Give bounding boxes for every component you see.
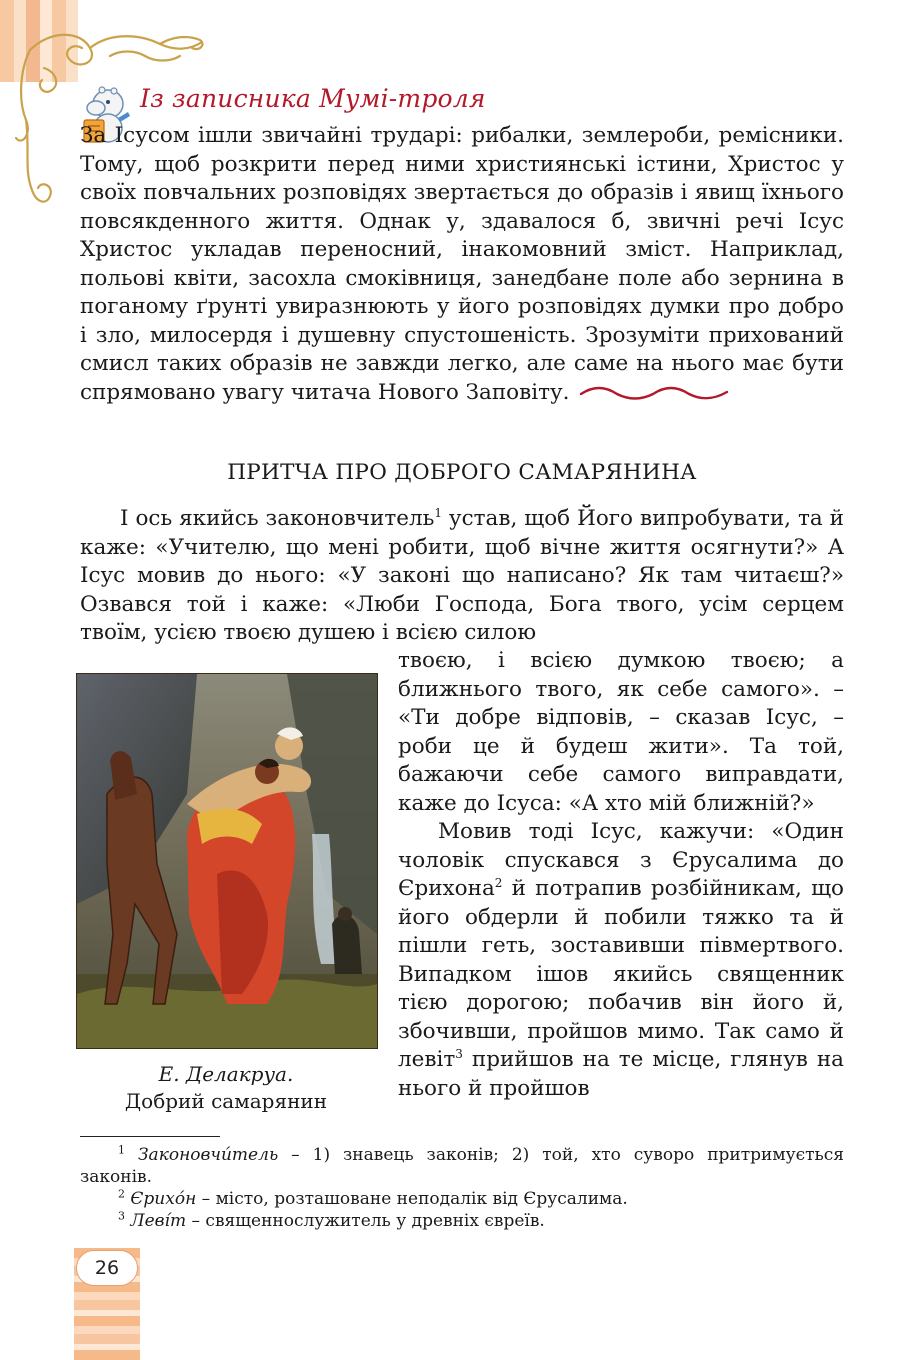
footnote-number: 1 bbox=[118, 1143, 125, 1157]
note-paragraph: За Ісусом ішли звичайні трударі: рибалки, землероби, ремісники. Тому, щоб розкрити перед ними християнські істини, Христос у своїх повчальних розповідях звертається до образів і явищ їхнього повсякденного життя. Однак у, здавалося б, звичні речі Ісус Христос укладав переносний, інакомовний зміст. Наприклад, польові квіти, засохла смоківниця, занедбане поле або зернина в поганому ґрунті увиразнюють у його розповідях думки про добро і зло, милосердя і душевну спустошеність. Зрозуміти прихований смисл таких образів не завжди легко, але саме на нього має бути спрямовано увагу читача Нового Заповіту. bbox=[80, 123, 844, 405]
caption-author: Е. Делакруа. bbox=[158, 1062, 294, 1086]
parable-text-segment: устав, щоб Його випробувати, та й каже: «Учителю, що мені робити, щоб вічне життя осягнути?» А Ісус мовив до нього: «У законі що написано? Як там читаєш?» Озвався той і каже: «Люби Господа, Бога твого, усім серцем твоїм, усією твоєю душею і всією силою bbox=[80, 506, 844, 645]
footnote-term: Законовчи́тель bbox=[137, 1145, 279, 1165]
footnote-item bbox=[80, 1210, 844, 1232]
footnote-number: 2 bbox=[118, 1187, 125, 1201]
parable-text-segment: І ось якийсь законовчитель bbox=[120, 506, 435, 531]
parable-text-segment: твоєю, і всією думкою твоєю; а ближнього твого, як себе самого». – «Ти добре відповів, – сказав Ісус, – роби це й будеш жити». Та той, бажаючи себе самого виправдати, каже до Ісуса: «А хто мій ближній?» bbox=[398, 648, 844, 816]
parable-text-right bbox=[398, 647, 844, 1103]
footnote-definition: – місто, розташоване неподалік від Єрусалима. bbox=[196, 1189, 628, 1209]
section-title: ПРИТЧА ПРО ДОБРОГО САМАРЯНИНА bbox=[227, 460, 697, 485]
note-text bbox=[80, 122, 844, 407]
footnote-definition: – священнослужитель у древніх євреїв. bbox=[186, 1211, 545, 1231]
footnote-term: Леві́т bbox=[130, 1211, 187, 1231]
page-number: 26 bbox=[76, 1250, 138, 1286]
footnote-number: 3 bbox=[118, 1209, 125, 1223]
wavy-line-icon bbox=[579, 386, 729, 400]
footnote-mark[interactable]: 1 bbox=[434, 505, 442, 520]
footnote-item bbox=[80, 1144, 844, 1188]
footnote-divider bbox=[80, 1136, 220, 1137]
parable-text-segment: й потрапив розбійникам, що його обдерли й побили тяжко та й пішли геть, зоставивши півмертвого. Випадком ішов якийсь священник тією дорогою; побачив він його й, збочивши, пройшов мимо. Так само й левіт bbox=[398, 876, 844, 1072]
parable-text-top bbox=[80, 505, 844, 648]
note-title: Із записника Мумі-троля bbox=[140, 84, 486, 113]
painting-caption bbox=[76, 1061, 376, 1115]
painting-good-samaritan bbox=[76, 673, 378, 1049]
painting-image bbox=[77, 674, 377, 1048]
parable-text-segment: прийшов на те місце, глянув на нього й пройшов bbox=[398, 1047, 844, 1101]
footnote-mark[interactable]: 3 bbox=[455, 1046, 463, 1061]
footnote-mark[interactable]: 2 bbox=[494, 875, 503, 890]
footnote-item bbox=[80, 1188, 844, 1210]
footnotes bbox=[80, 1144, 844, 1232]
footnote-definition: – 1) знавець законів; 2) той, хто суворо притримується законів. bbox=[80, 1145, 845, 1187]
parable-text-segment: Мовив тоді Ісус, кажучи: «Один чоловік спускався з Єрусалима до Єрихона bbox=[398, 819, 844, 901]
caption-title: Добрий самарянин bbox=[124, 1089, 328, 1113]
footnote-term: Єрихо́н bbox=[130, 1189, 197, 1209]
